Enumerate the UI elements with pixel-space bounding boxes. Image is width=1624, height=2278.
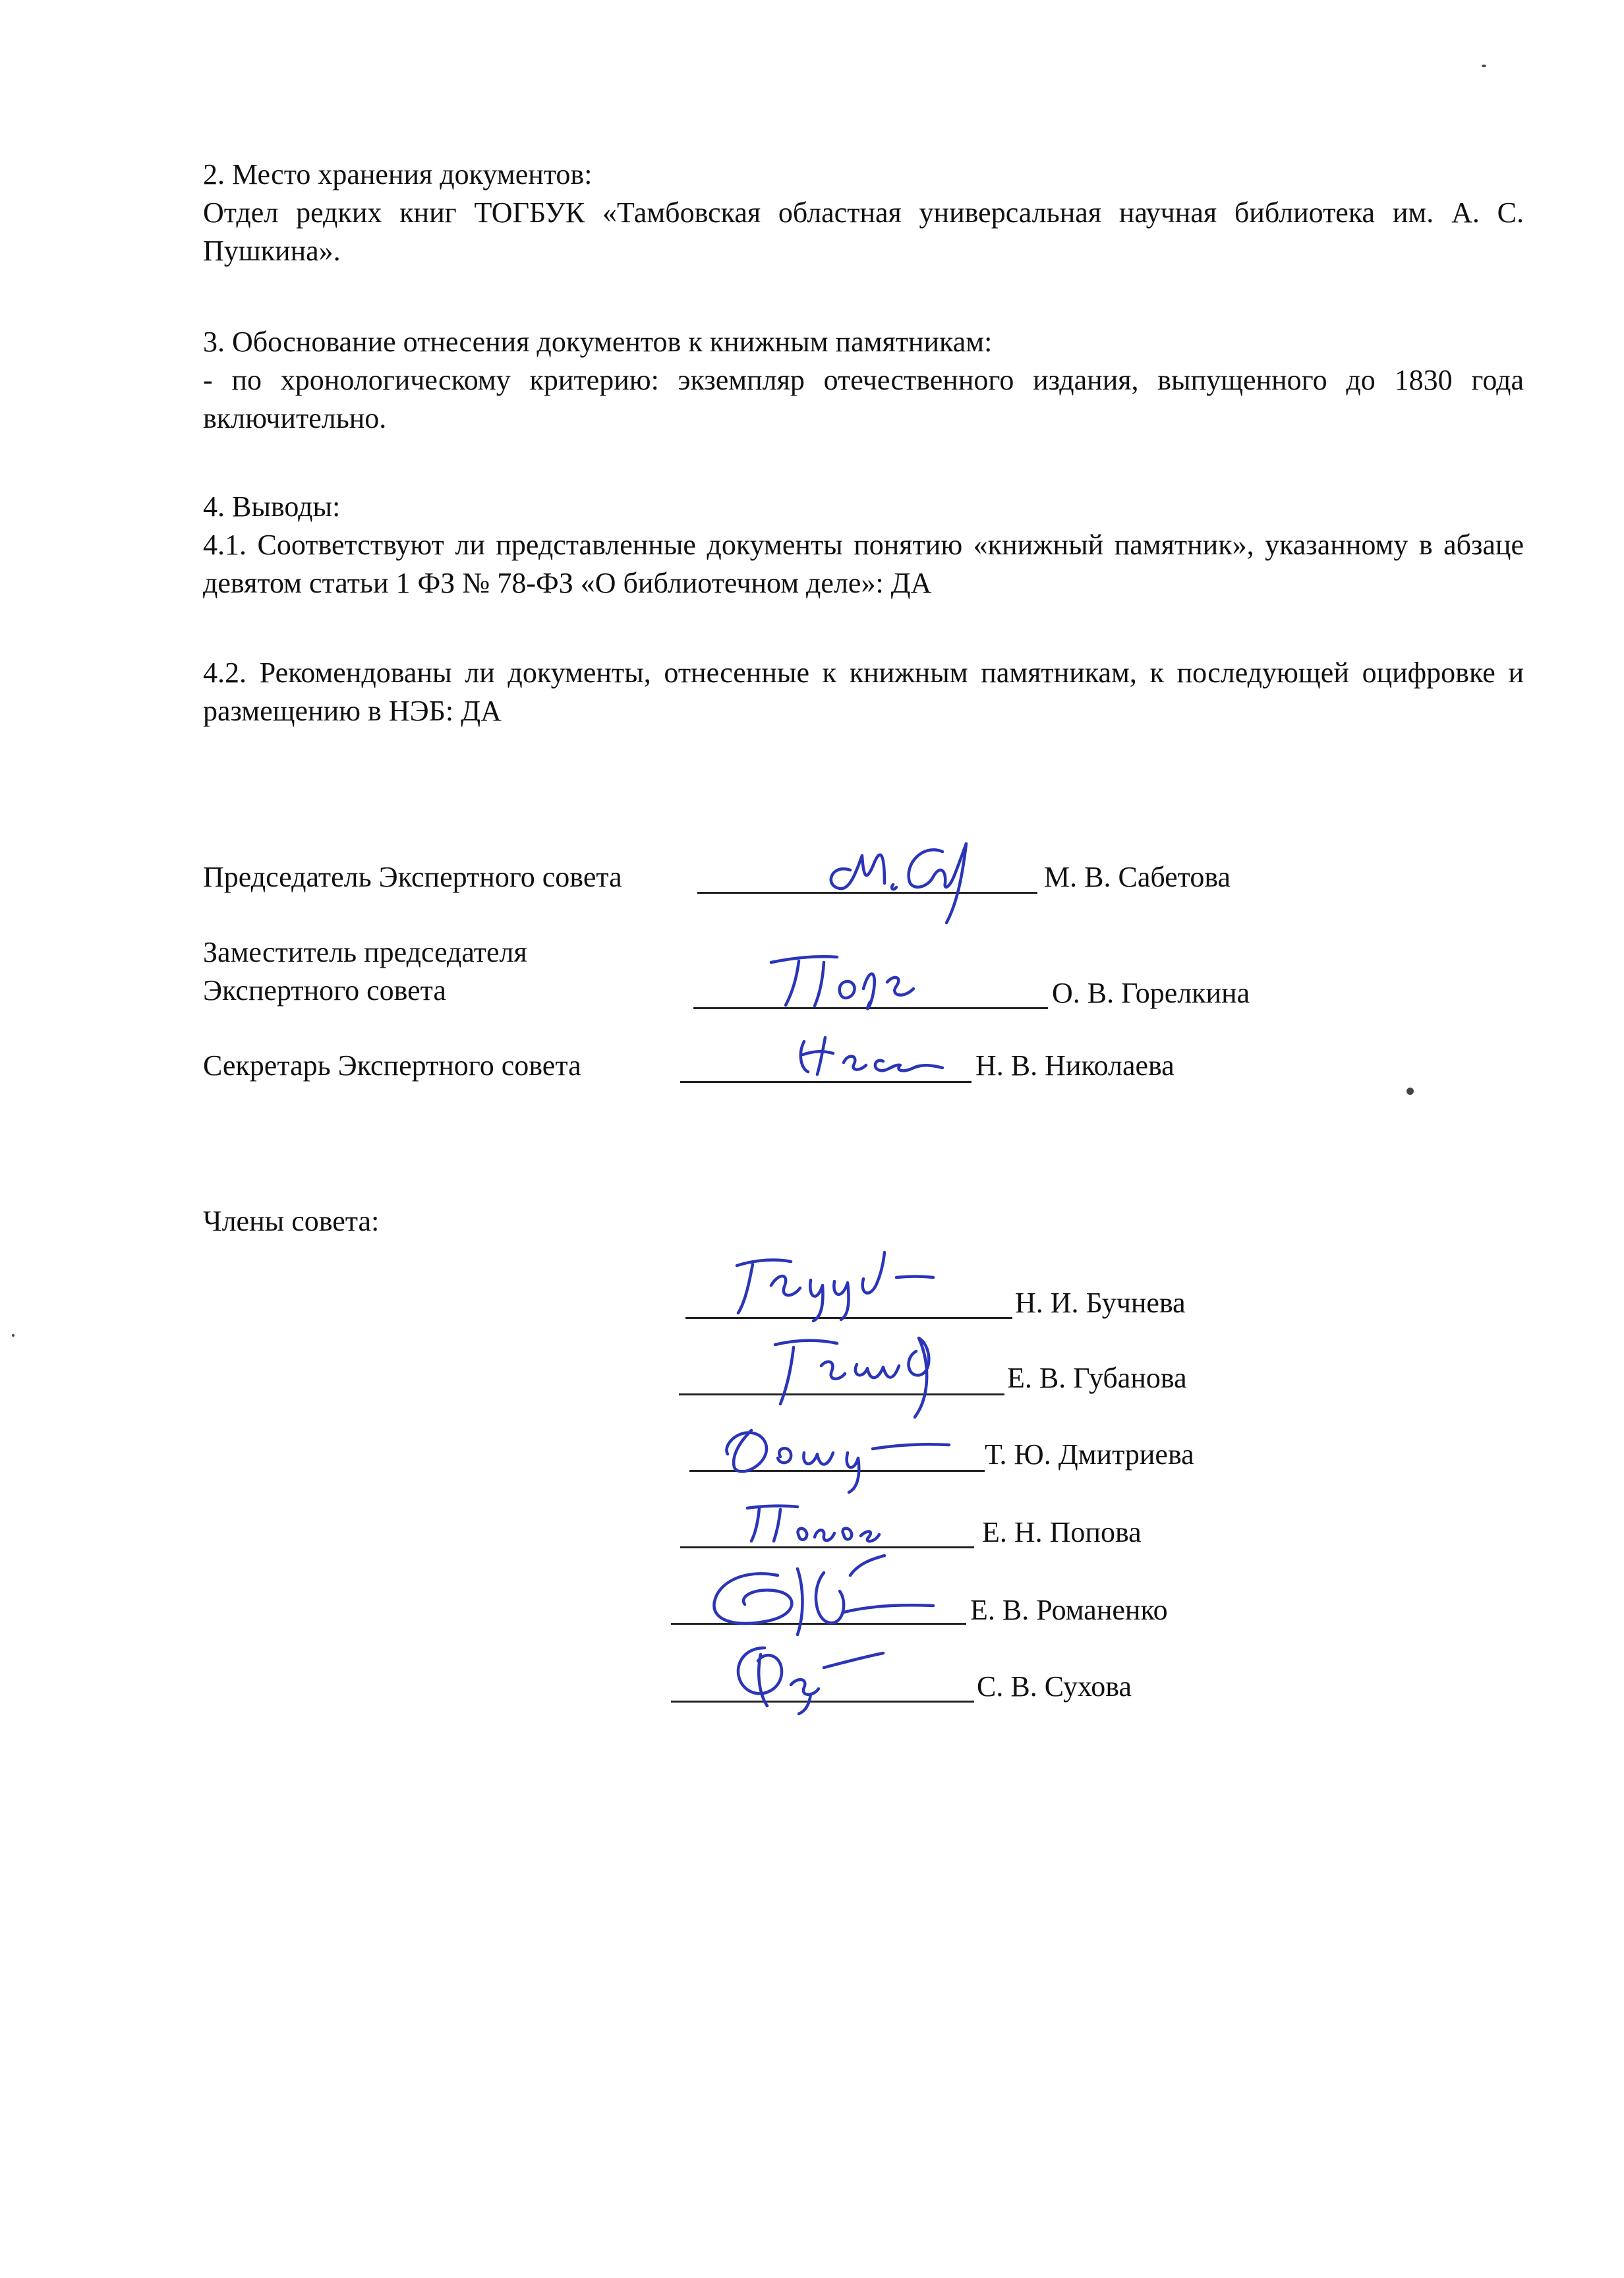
chairman-name: М. В. Сабетова xyxy=(1044,861,1231,893)
chairman-signature xyxy=(811,824,989,943)
section-storage-heading: 2. Место хранения документов: xyxy=(203,158,593,190)
member-6-signature xyxy=(718,1628,903,1720)
section-justification-text: - по хронологическому критерию: экземпляр отечественного издания, выпущенного до 1830 года включительно. xyxy=(203,364,1524,434)
section-storage-text: Отдел редких книг ТОГБУК «Тамбовская областная универсальная научная библиотека им. А. С. Пушкина». xyxy=(203,196,1524,267)
member-4-signature xyxy=(738,1496,890,1549)
scan-speck xyxy=(1406,1088,1414,1095)
deputy-role-line-2: Экспертного совета xyxy=(203,974,446,1007)
section-justification-heading: 3. Обоснование отнесения документов к книжным памятникам: xyxy=(203,326,993,358)
deputy-signature xyxy=(758,943,929,1022)
deputy-name: О. В. Горелкина xyxy=(1052,977,1250,1009)
deputy-role xyxy=(203,933,527,1010)
member-3-name: Т. Ю. Дмитриева xyxy=(985,1438,1194,1471)
section-conclusions xyxy=(203,488,1524,602)
chairman-role: Председатель Экспертного совета xyxy=(203,861,622,893)
secretary-role: Секретарь Экспертного совета xyxy=(203,1049,581,1082)
member-4-name: Е. Н. Попова xyxy=(982,1516,1142,1548)
conclusion-item-2-block xyxy=(203,654,1524,730)
member-3-signature xyxy=(712,1411,962,1496)
members-heading: Члены совета: xyxy=(203,1205,380,1237)
member-2-name: Е. В. Губанова xyxy=(1007,1362,1187,1394)
member-1-signature xyxy=(718,1239,942,1325)
secretary-signature-line xyxy=(680,1081,972,1083)
member-5-name: Е. В. Романенко xyxy=(970,1594,1168,1626)
section-conclusions-heading: 4. Выводы: xyxy=(203,490,341,523)
member-6-name: С. В. Сухова xyxy=(977,1670,1132,1703)
deputy-role-line-1: Заместитель председателя xyxy=(203,936,527,968)
section-storage xyxy=(203,156,1524,270)
member-2-signature xyxy=(758,1325,956,1424)
section-justification xyxy=(203,323,1524,438)
scan-speck xyxy=(1482,65,1486,67)
secretary-name: Н. В. Николаева xyxy=(975,1049,1174,1082)
member-1-name: Н. И. Бучнева xyxy=(1015,1287,1186,1319)
conclusion-item-1: 4.1. Соответствуют ли представленные документы понятию «книжный памятник», указанному в абзаце девятом статьи 1 ФЗ № 78-ФЗ «О библиотечном деле»: ДА xyxy=(203,529,1524,599)
scan-speck xyxy=(12,1334,14,1337)
conclusion-item-2: 4.2. Рекомендованы ли документы, отнесенные к книжным памятникам, к последующей оцифровке и размещению в НЭБ: ДА xyxy=(203,657,1524,727)
secretary-signature xyxy=(784,1028,956,1081)
